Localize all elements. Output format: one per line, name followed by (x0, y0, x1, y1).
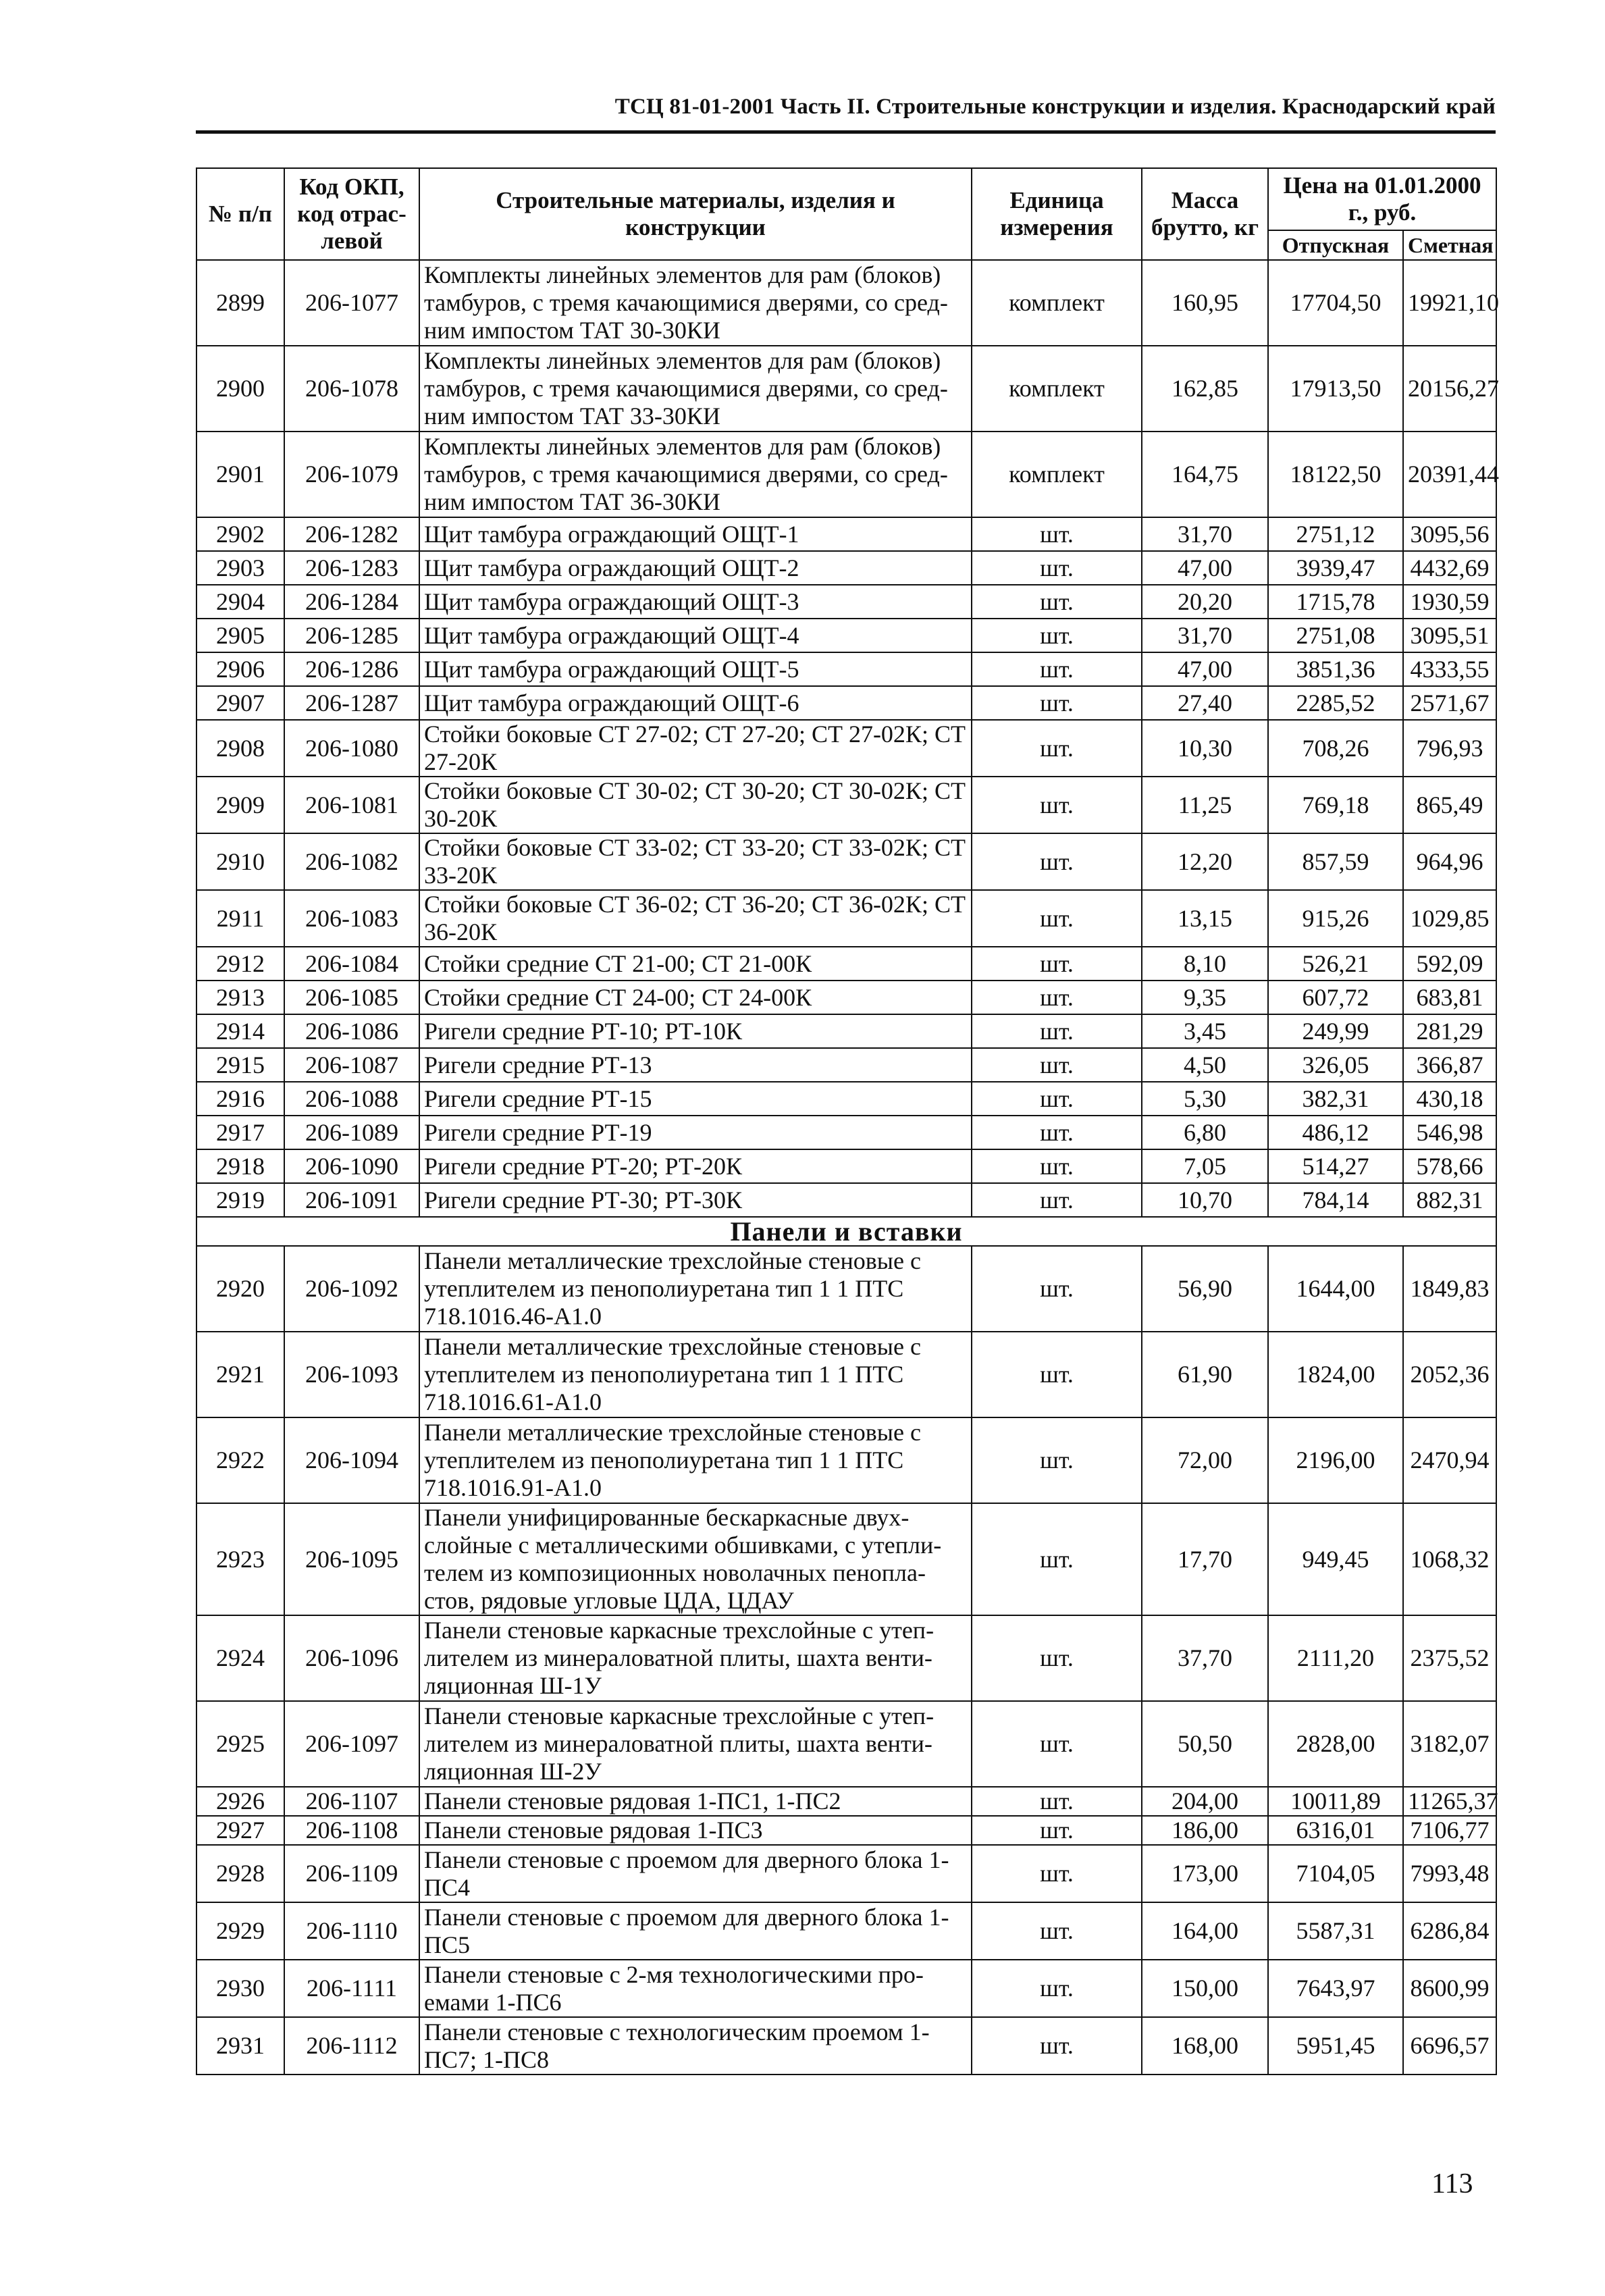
row-name: Стойки боковые СТ 36-02; СТ 36-20; СТ 36-02К; СТ 36-20К (419, 890, 972, 947)
row-estimate-price: 1930,59 (1403, 585, 1496, 619)
row-mass: 6,80 (1142, 1116, 1268, 1149)
row-estimate-price: 430,18 (1403, 1082, 1496, 1116)
row-unit: шт. (972, 777, 1142, 833)
col-header-release-price: Отпускная (1268, 230, 1403, 260)
col-header-name: Строительные материалы, изделия и конструкции (419, 168, 972, 260)
row-unit: шт. (972, 1615, 1142, 1701)
row-number: 2912 (196, 947, 284, 981)
row-unit: шт. (972, 619, 1142, 652)
row-release-price: 2111,20 (1268, 1615, 1403, 1701)
row-code: 206-1082 (284, 833, 419, 890)
row-release-price: 784,14 (1268, 1183, 1403, 1217)
row-number: 2906 (196, 652, 284, 686)
row-release-price: 6316,01 (1268, 1816, 1403, 1845)
row-estimate-price: 1029,85 (1403, 890, 1496, 947)
row-estimate-price: 11265,37 (1403, 1787, 1496, 1816)
row-name: Панели металлические трехслойные стеновые с утеплителем из пенополиуретана тип 1 1 ПТС 718.1016.46-А1.0 (419, 1246, 972, 1332)
row-release-price: 949,45 (1268, 1503, 1403, 1615)
row-name: Комплекты линейных элементов для рам (блоков) тамбуров, с тремя качающимися дверями, со сред-ним импостом ТАТ 30-30КИ (419, 260, 972, 346)
row-estimate-price: 578,66 (1403, 1149, 1496, 1183)
row-mass: 17,70 (1142, 1503, 1268, 1615)
row-code: 206-1112 (284, 2017, 419, 2075)
row-unit: шт. (972, 686, 1142, 720)
row-estimate-price: 592,09 (1403, 947, 1496, 981)
row-code: 206-1286 (284, 652, 419, 686)
row-mass: 31,70 (1142, 517, 1268, 551)
row-number: 2902 (196, 517, 284, 551)
row-name: Панели стеновые с проемом для дверного блока 1-ПС5 (419, 1902, 972, 1960)
row-number: 2909 (196, 777, 284, 833)
row-mass: 47,00 (1142, 652, 1268, 686)
row-estimate-price: 2470,94 (1403, 1417, 1496, 1503)
row-code: 206-1095 (284, 1503, 419, 1615)
table-row (196, 517, 1496, 551)
section-title: Панели и вставки (196, 1217, 1496, 1246)
row-unit: шт. (972, 1902, 1142, 1960)
table-row (196, 585, 1496, 619)
row-code: 206-1094 (284, 1417, 419, 1503)
row-name: Панели металлические трехслойные стеновые с утеплителем из пенополиуретана тип 1 1 ПТС 718.1016.91-А1.0 (419, 1417, 972, 1503)
row-estimate-price: 2375,52 (1403, 1615, 1496, 1701)
row-code: 206-1079 (284, 432, 419, 517)
row-name: Стойки боковые СТ 27-02; СТ 27-20; СТ 27-02К; СТ 27-20К (419, 720, 972, 777)
row-estimate-price: 4333,55 (1403, 652, 1496, 686)
row-name: Стойки средние СТ 24-00; СТ 24-00К (419, 981, 972, 1014)
row-estimate-price: 796,93 (1403, 720, 1496, 777)
row-code: 206-1084 (284, 947, 419, 981)
table-row (196, 1845, 1496, 1902)
table-row (196, 686, 1496, 720)
row-release-price: 5951,45 (1268, 2017, 1403, 2075)
row-release-price: 17704,50 (1268, 260, 1403, 346)
row-number: 2920 (196, 1246, 284, 1332)
row-mass: 31,70 (1142, 619, 1268, 652)
row-mass: 20,20 (1142, 585, 1268, 619)
col-header-price: Цена на 01.01.2000 г., руб. (1268, 168, 1496, 230)
table-row (196, 777, 1496, 833)
row-unit: шт. (972, 1149, 1142, 1183)
section-row (196, 1217, 1496, 1246)
row-estimate-price: 1849,83 (1403, 1246, 1496, 1332)
row-unit: шт. (972, 585, 1142, 619)
row-estimate-price: 3182,07 (1403, 1701, 1496, 1787)
row-estimate-price: 2571,67 (1403, 686, 1496, 720)
row-release-price: 249,99 (1268, 1014, 1403, 1048)
row-release-price: 5587,31 (1268, 1902, 1403, 1960)
row-release-price: 3939,47 (1268, 551, 1403, 585)
table-row (196, 890, 1496, 947)
row-unit: шт. (972, 1246, 1142, 1332)
row-mass: 11,25 (1142, 777, 1268, 833)
row-estimate-price: 683,81 (1403, 981, 1496, 1014)
row-release-price: 326,05 (1268, 1048, 1403, 1082)
row-code: 206-1090 (284, 1149, 419, 1183)
row-mass: 10,70 (1142, 1183, 1268, 1217)
row-unit: комплект (972, 432, 1142, 517)
row-name: Ригели средние РТ-19 (419, 1116, 972, 1149)
row-code: 206-1282 (284, 517, 419, 551)
row-estimate-price: 865,49 (1403, 777, 1496, 833)
row-release-price: 10011,89 (1268, 1787, 1403, 1816)
row-number: 2918 (196, 1149, 284, 1183)
row-release-price: 2828,00 (1268, 1701, 1403, 1787)
row-unit: шт. (972, 551, 1142, 585)
row-number: 2916 (196, 1082, 284, 1116)
row-mass: 204,00 (1142, 1787, 1268, 1816)
row-estimate-price: 4432,69 (1403, 551, 1496, 585)
row-unit: шт. (972, 1960, 1142, 2017)
row-estimate-price: 882,31 (1403, 1183, 1496, 1217)
table-body-main (196, 260, 1499, 1217)
row-estimate-price: 3095,51 (1403, 619, 1496, 652)
row-estimate-price: 964,96 (1403, 833, 1496, 890)
row-number: 2913 (196, 981, 284, 1014)
row-number: 2929 (196, 1902, 284, 1960)
row-release-price: 2751,08 (1268, 619, 1403, 652)
table-body-panels (196, 1246, 1496, 2075)
row-release-price: 7643,97 (1268, 1960, 1403, 2017)
row-code: 206-1092 (284, 1246, 419, 1332)
row-code: 206-1097 (284, 1701, 419, 1787)
row-number: 2901 (196, 432, 284, 517)
row-mass: 10,30 (1142, 720, 1268, 777)
row-name: Панели стеновые с технологическим проемом 1-ПС7; 1-ПС8 (419, 2017, 972, 2075)
row-number: 2900 (196, 346, 284, 432)
row-unit: шт. (972, 720, 1142, 777)
row-number: 2899 (196, 260, 284, 346)
row-code: 206-1111 (284, 1960, 419, 2017)
row-unit: шт. (972, 1845, 1142, 1902)
page-number: 113 (1431, 2168, 1473, 2199)
table-row (196, 1615, 1496, 1701)
row-mass: 27,40 (1142, 686, 1268, 720)
row-estimate-price: 8600,99 (1403, 1960, 1496, 2017)
row-mass: 72,00 (1142, 1417, 1268, 1503)
row-mass: 168,00 (1142, 2017, 1268, 2075)
col-header-estimate-price: Сметная (1403, 230, 1496, 260)
row-unit: шт. (972, 2017, 1142, 2075)
table-row (196, 432, 1496, 517)
row-code: 206-1108 (284, 1816, 419, 1845)
row-release-price: 514,27 (1268, 1149, 1403, 1183)
row-number: 2931 (196, 2017, 284, 2075)
row-mass: 164,75 (1142, 432, 1268, 517)
row-estimate-price: 20391,44 (1403, 432, 1496, 517)
row-code: 206-1087 (284, 1048, 419, 1082)
row-mass: 186,00 (1142, 1816, 1268, 1845)
table-row (196, 1816, 1496, 1845)
row-unit: шт. (972, 947, 1142, 981)
row-estimate-price: 366,87 (1403, 1048, 1496, 1082)
row-release-price: 2751,12 (1268, 517, 1403, 551)
row-name: Щит тамбура ограждающий ОЩТ-2 (419, 551, 972, 585)
row-mass: 7,05 (1142, 1149, 1268, 1183)
table-row (196, 1787, 1496, 1816)
col-header-num: № п/п (196, 168, 284, 260)
row-name: Панели стеновые с проемом для дверного блока 1-ПС4 (419, 1845, 972, 1902)
table-row (196, 981, 1496, 1014)
row-release-price: 17913,50 (1268, 346, 1403, 432)
row-mass: 50,50 (1142, 1701, 1268, 1787)
row-name: Комплекты линейных элементов для рам (блоков) тамбуров, с тремя качающимися дверями, со сред-ним импостом ТАТ 36-30КИ (419, 432, 972, 517)
row-number: 2923 (196, 1503, 284, 1615)
row-mass: 162,85 (1142, 346, 1268, 432)
row-unit: комплект (972, 260, 1142, 346)
row-name: Стойки боковые СТ 30-02; СТ 30-20; СТ 30-02К; СТ 30-20К (419, 777, 972, 833)
table-row (196, 833, 1496, 890)
row-name: Ригели средние РТ-20; РТ-20К (419, 1149, 972, 1183)
row-number: 2904 (196, 585, 284, 619)
table-row (196, 652, 1496, 686)
table-row (196, 260, 1496, 346)
row-name: Панели стеновые каркасные трехслойные с утеп-лителем из минераловатной плиты, шахта венти-ляционная Ш-2У (419, 1701, 972, 1787)
row-code: 206-1109 (284, 1845, 419, 1902)
row-mass: 61,90 (1142, 1332, 1268, 1417)
row-name: Панели металлические трехслойные стеновые с утеплителем из пенополиуретана тип 1 1 ПТС 718.1016.61-А1.0 (419, 1332, 972, 1417)
row-unit: шт. (972, 1701, 1142, 1787)
row-code: 206-1107 (284, 1787, 419, 1816)
row-name: Панели унифицированные бескаркасные двух-слойные с металлическими обшивками, с утепли-телем из композиционных новолачных пенопла-стов, рядовые угловые ЦДА, ЦДАУ (419, 1503, 972, 1615)
row-name: Щит тамбура ограждающий ОЩТ-1 (419, 517, 972, 551)
row-code: 206-1088 (284, 1082, 419, 1116)
page-header: ТСЦ 81-01-2001 Часть II. Строительные конструкции и изделия. Краснодарский край (614, 95, 1496, 119)
table-row (196, 1149, 1496, 1183)
row-mass: 150,00 (1142, 1960, 1268, 2017)
row-mass: 164,00 (1142, 1902, 1268, 1960)
row-release-price: 607,72 (1268, 981, 1403, 1014)
table-row (196, 551, 1496, 585)
row-release-price: 18122,50 (1268, 432, 1403, 517)
row-name: Панели стеновые рядовая 1-ПС3 (419, 1816, 972, 1845)
row-number: 2905 (196, 619, 284, 652)
row-number: 2915 (196, 1048, 284, 1082)
row-number: 2914 (196, 1014, 284, 1048)
row-release-price: 857,59 (1268, 833, 1403, 890)
table-section (196, 1217, 1496, 1246)
row-unit: шт. (972, 652, 1142, 686)
row-estimate-price: 6696,57 (1403, 2017, 1496, 2075)
row-release-price: 708,26 (1268, 720, 1403, 777)
table-row (196, 720, 1496, 777)
row-unit: шт. (972, 1183, 1142, 1217)
price-table (196, 167, 1497, 2075)
row-code: 206-1086 (284, 1014, 419, 1048)
table-row (196, 1417, 1496, 1503)
row-mass: 3,45 (1142, 1014, 1268, 1048)
row-code: 206-1285 (284, 619, 419, 652)
row-estimate-price: 20156,27 (1403, 346, 1496, 432)
row-release-price: 382,31 (1268, 1082, 1403, 1116)
row-unit: шт. (972, 890, 1142, 947)
row-release-price: 1715,78 (1268, 585, 1403, 619)
row-mass: 56,90 (1142, 1246, 1268, 1332)
header-rule (196, 130, 1496, 134)
table-row (196, 1048, 1496, 1082)
row-number: 2922 (196, 1417, 284, 1503)
row-release-price: 7104,05 (1268, 1845, 1403, 1902)
row-release-price: 1644,00 (1268, 1246, 1403, 1332)
row-code: 206-1081 (284, 777, 419, 833)
row-unit: шт. (972, 1816, 1142, 1845)
row-name: Стойки средние СТ 21-00; СТ 21-00К (419, 947, 972, 981)
row-estimate-price: 6286,84 (1403, 1902, 1496, 1960)
row-unit: шт. (972, 1082, 1142, 1116)
row-estimate-price: 3095,56 (1403, 517, 1496, 551)
row-release-price: 526,21 (1268, 947, 1403, 981)
table-row (196, 346, 1496, 432)
row-code: 206-1089 (284, 1116, 419, 1149)
row-mass: 5,30 (1142, 1082, 1268, 1116)
row-number: 2927 (196, 1816, 284, 1845)
col-header-unit: Единица измерения (972, 168, 1142, 260)
row-unit: шт. (972, 1014, 1142, 1048)
row-unit: шт. (972, 981, 1142, 1014)
row-mass: 13,15 (1142, 890, 1268, 947)
row-code: 206-1284 (284, 585, 419, 619)
row-estimate-price: 7106,77 (1403, 1816, 1496, 1845)
row-name: Панели стеновые рядовая 1-ПС1, 1-ПС2 (419, 1787, 972, 1816)
row-number: 2921 (196, 1332, 284, 1417)
row-mass: 9,35 (1142, 981, 1268, 1014)
row-unit: шт. (972, 833, 1142, 890)
row-release-price: 915,26 (1268, 890, 1403, 947)
row-name: Ригели средние РТ-30; РТ-30К (419, 1183, 972, 1217)
row-mass: 8,10 (1142, 947, 1268, 981)
row-code: 206-1283 (284, 551, 419, 585)
row-code: 206-1093 (284, 1332, 419, 1417)
row-mass: 37,70 (1142, 1615, 1268, 1701)
col-header-code: Код ОКП, код отрас-левой (284, 168, 419, 260)
row-unit: шт. (972, 1417, 1142, 1503)
table-row (196, 1701, 1496, 1787)
row-name: Ригели средние РТ-10; РТ-10К (419, 1014, 972, 1048)
row-name: Панели стеновые каркасные трехслойные с утеп-лителем из минераловатной плиты, шахта венти-ляционная Ш-1У (419, 1615, 972, 1701)
row-estimate-price: 19921,10 (1403, 260, 1496, 346)
table-row (196, 1014, 1496, 1048)
row-mass: 12,20 (1142, 833, 1268, 890)
row-name: Панели стеновые с 2-мя технологическими про-емами 1-ПС6 (419, 1960, 972, 2017)
table-row (196, 1183, 1496, 1217)
row-number: 2919 (196, 1183, 284, 1217)
row-release-price: 486,12 (1268, 1116, 1403, 1149)
row-code: 206-1287 (284, 686, 419, 720)
table-row (196, 1503, 1496, 1615)
row-estimate-price: 546,98 (1403, 1116, 1496, 1149)
row-mass: 160,95 (1142, 260, 1268, 346)
row-number: 2924 (196, 1615, 284, 1701)
row-mass: 4,50 (1142, 1048, 1268, 1082)
table-row (196, 619, 1496, 652)
row-name: Комплекты линейных элементов для рам (блоков) тамбуров, с тремя качающимися дверями, со сред-ним импостом ТАТ 33-30КИ (419, 346, 972, 432)
row-mass: 173,00 (1142, 1845, 1268, 1902)
row-code: 206-1096 (284, 1615, 419, 1701)
row-code: 206-1080 (284, 720, 419, 777)
row-number: 2903 (196, 551, 284, 585)
row-estimate-price: 281,29 (1403, 1014, 1496, 1048)
row-name: Ригели средние РТ-15 (419, 1082, 972, 1116)
table-row (196, 1246, 1496, 1332)
row-name: Щит тамбура ограждающий ОЩТ-6 (419, 686, 972, 720)
table-row (196, 947, 1496, 981)
row-name: Щит тамбура ограждающий ОЩТ-5 (419, 652, 972, 686)
row-number: 2908 (196, 720, 284, 777)
row-name: Ригели средние РТ-13 (419, 1048, 972, 1082)
row-code: 206-1091 (284, 1183, 419, 1217)
row-name: Щит тамбура ограждающий ОЩТ-4 (419, 619, 972, 652)
row-release-price: 3851,36 (1268, 652, 1403, 686)
row-estimate-price: 2052,36 (1403, 1332, 1496, 1417)
table-row (196, 2017, 1496, 2075)
row-number: 2928 (196, 1845, 284, 1902)
row-number: 2910 (196, 833, 284, 890)
row-code: 206-1110 (284, 1902, 419, 1960)
row-code: 206-1078 (284, 346, 419, 432)
table-row (196, 1332, 1496, 1417)
table-row (196, 1960, 1496, 2017)
row-release-price: 2196,00 (1268, 1417, 1403, 1503)
row-number: 2917 (196, 1116, 284, 1149)
row-estimate-price: 1068,32 (1403, 1503, 1496, 1615)
table-row (196, 1116, 1496, 1149)
row-unit: шт. (972, 1787, 1142, 1816)
row-unit: комплект (972, 346, 1142, 432)
row-number: 2911 (196, 890, 284, 947)
table-row (196, 1082, 1496, 1116)
row-name: Стойки боковые СТ 33-02; СТ 33-20; СТ 33-02К; СТ 33-20К (419, 833, 972, 890)
row-estimate-price: 7993,48 (1403, 1845, 1496, 1902)
row-release-price: 769,18 (1268, 777, 1403, 833)
col-header-mass: Масса брутто, кг (1142, 168, 1268, 260)
row-unit: шт. (972, 1332, 1142, 1417)
row-release-price: 1824,00 (1268, 1332, 1403, 1417)
row-number: 2907 (196, 686, 284, 720)
row-code: 206-1083 (284, 890, 419, 947)
row-name: Щит тамбура ограждающий ОЩТ-3 (419, 585, 972, 619)
row-number: 2930 (196, 1960, 284, 2017)
row-unit: шт. (972, 517, 1142, 551)
table-row (196, 1902, 1496, 1960)
row-unit: шт. (972, 1048, 1142, 1082)
row-number: 2926 (196, 1787, 284, 1816)
row-unit: шт. (972, 1116, 1142, 1149)
row-unit: шт. (972, 1503, 1142, 1615)
row-code: 206-1077 (284, 260, 419, 346)
row-release-price: 2285,52 (1268, 686, 1403, 720)
row-number: 2925 (196, 1701, 284, 1787)
row-mass: 47,00 (1142, 551, 1268, 585)
row-code: 206-1085 (284, 981, 419, 1014)
